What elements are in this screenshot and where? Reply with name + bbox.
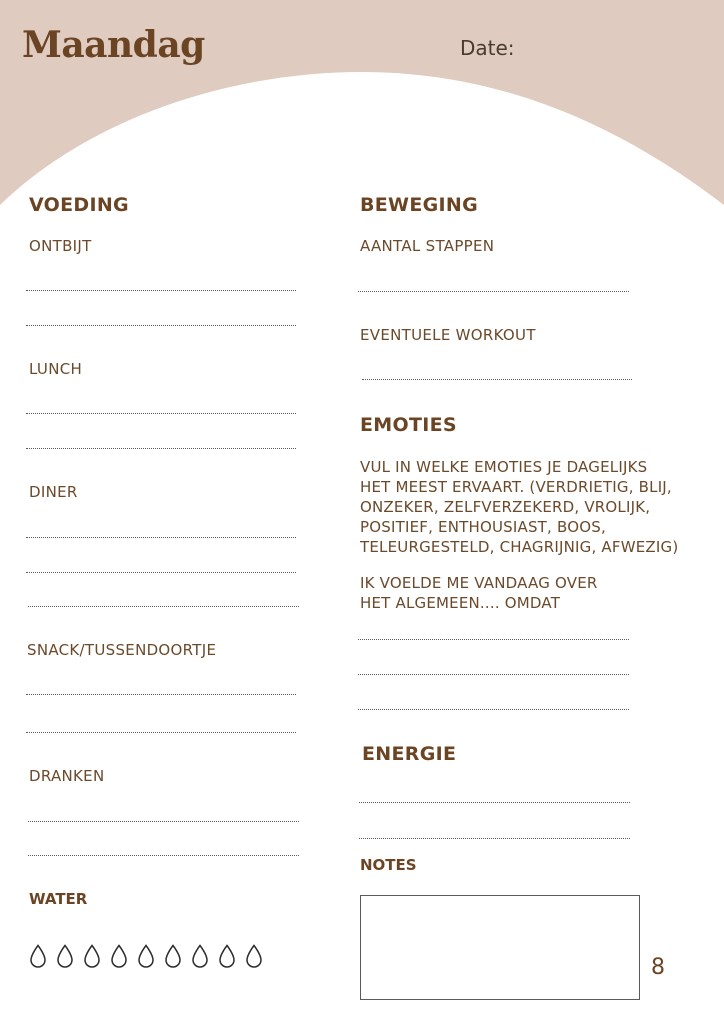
voeding-heading: VOEDING — [29, 194, 129, 216]
date-label: Date: — [460, 36, 515, 60]
snack-label: SNACK/TUSSENDOORTJE — [27, 641, 217, 659]
water-drop-icon[interactable] — [163, 944, 183, 969]
emoties-instruction-line: POSITIEF, ENTHOUSIAST, BOOS, — [360, 518, 606, 536]
diner-line-3[interactable] — [28, 606, 299, 607]
stappen-label: AANTAL STAPPEN — [360, 237, 495, 255]
water-drop-icon[interactable] — [28, 944, 48, 969]
lunch-line-1[interactable] — [26, 413, 296, 414]
diner-line-2[interactable] — [26, 572, 296, 573]
water-drop-icon[interactable] — [136, 944, 156, 969]
water-drop-icon[interactable] — [217, 944, 237, 969]
dranken-label: DRANKEN — [29, 767, 105, 785]
emoties-prompt-line: HET ALGEMEEN.... OMDAT — [360, 594, 561, 612]
energie-line-1[interactable] — [359, 802, 630, 803]
energie-line-2[interactable] — [359, 838, 630, 839]
diner-label: DINER — [29, 483, 78, 501]
dranken-line-2[interactable] — [28, 855, 299, 856]
emoties-line-2[interactable] — [358, 674, 629, 675]
water-heading: WATER — [29, 890, 88, 908]
emoties-line-3[interactable] — [358, 709, 629, 710]
beweging-heading: BEWEGING — [360, 194, 478, 216]
diner-line-1[interactable] — [26, 537, 296, 538]
emoties-line-1[interactable] — [358, 639, 629, 640]
water-drop-icon[interactable] — [109, 944, 129, 969]
lunch-line-2[interactable] — [26, 448, 296, 449]
emoties-instruction-line: TELEURGESTELD, CHAGRIJNIG, AFWEZIG) — [360, 538, 679, 556]
water-drops — [28, 944, 264, 969]
energie-heading: ENERGIE — [362, 743, 457, 765]
workout-line[interactable] — [362, 379, 632, 380]
emoties-prompt — [360, 573, 598, 613]
ontbijt-line-1[interactable] — [26, 290, 296, 291]
snack-line-1[interactable] — [26, 694, 296, 695]
stappen-line[interactable] — [358, 291, 629, 292]
emoties-instruction-line: HET MEEST ERVAART. (VERDRIETIG, BLIJ, — [360, 478, 672, 496]
emoties-prompt-line: IK VOELDE ME VANDAAG OVER — [360, 574, 598, 592]
snack-line-2[interactable] — [26, 732, 296, 733]
page-number: 8 — [651, 955, 665, 980]
water-drop-icon[interactable] — [55, 944, 75, 969]
workout-label: EVENTUELE WORKOUT — [360, 326, 536, 344]
page-title: Maandag — [22, 24, 205, 66]
lunch-label: LUNCH — [29, 360, 83, 378]
emoties-instruction — [360, 457, 678, 557]
water-drop-icon[interactable] — [82, 944, 102, 969]
emoties-instruction-line: VUL IN WELKE EMOTIES JE DAGELIJKS — [360, 458, 648, 476]
ontbijt-label: ONTBIJT — [29, 237, 92, 255]
dranken-line-1[interactable] — [28, 821, 299, 822]
emoties-heading: EMOTIES — [360, 414, 457, 436]
emoties-instruction-line: ONZEKER, ZELFVERZEKERD, VROLIJK, — [360, 498, 651, 516]
notes-heading: NOTES — [360, 856, 417, 874]
water-drop-icon[interactable] — [190, 944, 210, 969]
notes-box[interactable] — [360, 895, 640, 1000]
water-drop-icon[interactable] — [244, 944, 264, 969]
ontbijt-line-2[interactable] — [26, 325, 296, 326]
